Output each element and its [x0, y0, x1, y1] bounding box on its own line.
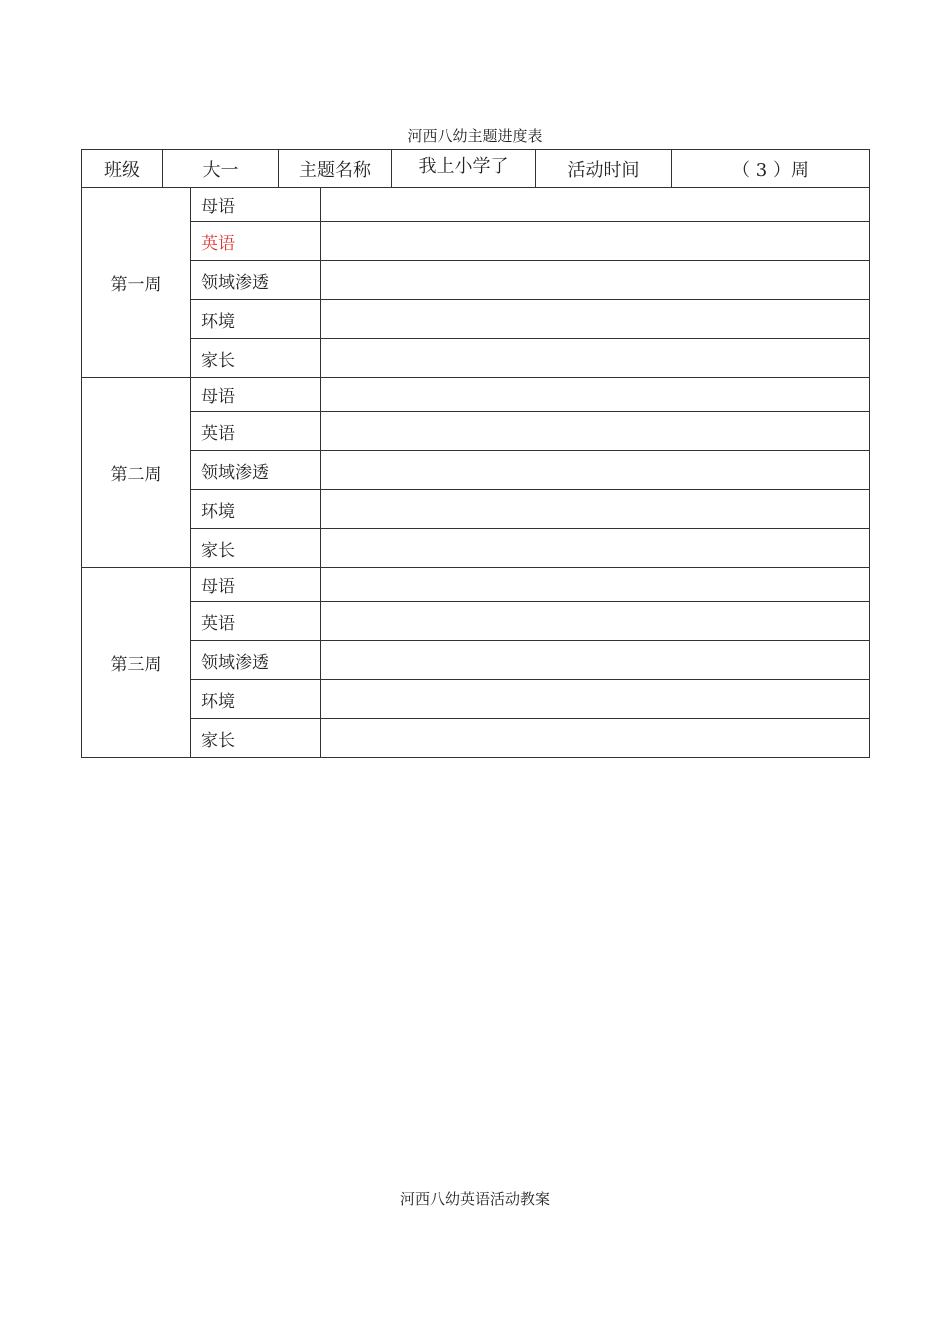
subject-label: 家长	[191, 339, 321, 378]
subject-label: 领域渗透	[191, 261, 321, 300]
subject-label: 领域渗透	[191, 641, 321, 680]
content-cell[interactable]	[321, 451, 870, 490]
content-cell[interactable]	[321, 188, 870, 222]
table-row	[82, 529, 870, 568]
theme-value: 我上小学了	[392, 150, 536, 188]
table-row	[82, 188, 870, 222]
content-cell[interactable]	[321, 602, 870, 641]
subject-label: 环境	[191, 300, 321, 339]
subject-label: 环境	[191, 490, 321, 529]
table-row	[82, 451, 870, 490]
subject-label: 领域渗透	[191, 451, 321, 490]
subject-label: 英语	[191, 222, 321, 261]
table-row	[82, 378, 870, 412]
content-cell[interactable]	[321, 339, 870, 378]
class-label: 班级	[82, 150, 163, 188]
table-row	[82, 719, 870, 758]
header-info-table	[81, 149, 870, 188]
content-cell[interactable]	[321, 568, 870, 602]
subject-label: 母语	[191, 568, 321, 602]
time-label: 活动时间	[536, 150, 672, 188]
content-cell[interactable]	[321, 412, 870, 451]
weekly-schedule-table	[81, 187, 870, 758]
table-row	[82, 412, 870, 451]
week-label: 第一周	[82, 188, 191, 378]
table-row	[82, 339, 870, 378]
time-value: （ 3 ）周	[672, 150, 870, 188]
table-row	[82, 490, 870, 529]
content-cell[interactable]	[321, 719, 870, 758]
table-row	[82, 222, 870, 261]
table-row	[82, 602, 870, 641]
subject-label: 环境	[191, 680, 321, 719]
subject-label: 母语	[191, 378, 321, 412]
content-cell[interactable]	[321, 490, 870, 529]
subject-label: 家长	[191, 719, 321, 758]
table-row	[82, 680, 870, 719]
document-footer: 河西八幼英语活动教案	[399, 1190, 550, 1208]
subject-label: 英语	[191, 602, 321, 641]
table-row	[82, 641, 870, 680]
class-value: 大一	[163, 150, 279, 188]
theme-label: 主题名称	[279, 150, 392, 188]
content-cell[interactable]	[321, 641, 870, 680]
header-row	[82, 150, 870, 188]
subject-label: 家长	[191, 529, 321, 568]
table-row	[82, 261, 870, 300]
table-row	[82, 568, 870, 602]
subject-label: 英语	[191, 412, 321, 451]
subject-label: 母语	[191, 188, 321, 222]
document-title: 河西八幼主题进度表	[407, 127, 543, 145]
week-label: 第三周	[82, 568, 191, 758]
content-cell[interactable]	[321, 300, 870, 339]
content-cell[interactable]	[321, 529, 870, 568]
content-cell[interactable]	[321, 261, 870, 300]
content-cell[interactable]	[321, 680, 870, 719]
content-cell[interactable]	[321, 378, 870, 412]
content-cell[interactable]	[321, 222, 870, 261]
table-row	[82, 300, 870, 339]
week-label: 第二周	[82, 378, 191, 568]
